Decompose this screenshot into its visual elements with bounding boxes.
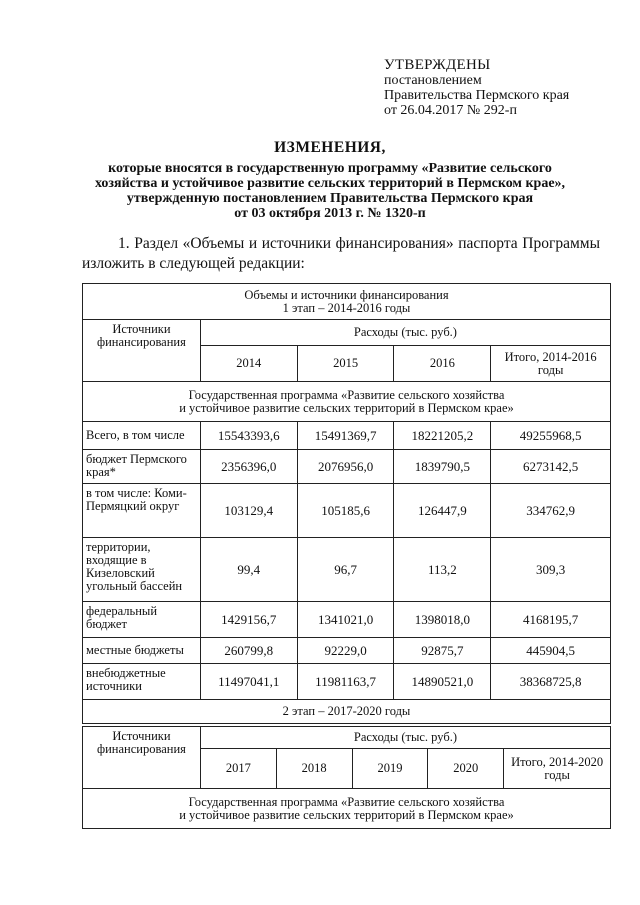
row-label: бюджет Пермского края* — [83, 450, 201, 484]
program-line: Государственная программа «Развитие сельского хозяйства — [188, 794, 505, 809]
row-label: федеральный бюджет — [83, 602, 201, 638]
cell-value: 14890521,0 — [394, 664, 491, 700]
cell-value: 260799,8 — [200, 638, 297, 664]
cell-value: 105185,6 — [297, 484, 394, 538]
table-row — [83, 422, 611, 450]
cell-value: 126447,9 — [394, 484, 491, 538]
cell-value: 113,2 — [394, 538, 491, 602]
caption-line: Объемы и источники финансирования — [244, 287, 449, 302]
cell-value: 99,4 — [200, 538, 297, 602]
program-line: Государственная программа «Развитие сельского хозяйства — [188, 387, 505, 402]
year-header: 2015 — [297, 346, 394, 382]
cell-value: 92229,0 — [297, 638, 394, 664]
cell-value: 15543393,6 — [200, 422, 297, 450]
financing-table — [82, 283, 611, 724]
title-main: ИЗМЕНЕНИЯ, — [274, 139, 386, 156]
sources-header: Источники финансирования — [83, 320, 201, 382]
year-header: 2019 — [352, 749, 428, 789]
title-line: хозяйства и устойчивое развитие сельских территорий в Пермском крае», — [94, 176, 566, 191]
year-header: 2016 — [394, 346, 491, 382]
paragraph-line: 1. Раздел «Объемы и источники финансирования» паспорта Программы — [118, 235, 600, 252]
approval-title: УТВЕРЖДЕНЫ — [384, 57, 491, 73]
approval-line: Правительства Пермского края — [384, 88, 570, 103]
total-header: Итого, 2014-2016 годы — [491, 346, 611, 382]
cell-value: 334762,9 — [491, 484, 611, 538]
cell-value: 11497041,1 — [200, 664, 297, 700]
approval-line: от 26.04.2017 № 292-п — [384, 103, 517, 118]
program-row — [83, 382, 611, 422]
cell-value: 38368725,8 — [491, 664, 611, 700]
cell-value: 96,7 — [297, 538, 394, 602]
row-label: внебюджетные источники — [83, 664, 201, 700]
document-title — [60, 140, 600, 221]
cell-value: 103129,4 — [200, 484, 297, 538]
cell-value: 92875,7 — [394, 638, 491, 664]
year-header: 2014 — [200, 346, 297, 382]
expenses-header: Расходы (тыс. руб.) — [200, 320, 610, 346]
row-label: в том числе: Коми-Пермяцкий округ — [83, 484, 201, 538]
cell-value: 2356396,0 — [200, 450, 297, 484]
table-row — [83, 484, 611, 538]
cell-value: 2076956,0 — [297, 450, 394, 484]
caption-line: 1 этап – 2014-2016 годы — [282, 300, 411, 315]
instruction-paragraph — [82, 234, 600, 274]
cell-value: 18221205,2 — [394, 422, 491, 450]
table-row — [83, 538, 611, 602]
cell-value: 309,3 — [491, 538, 611, 602]
row-label: местные бюджеты — [83, 638, 201, 664]
year-header: 2020 — [428, 749, 504, 789]
program-line: и устойчивое развитие сельских территорий в Пермском крае» — [179, 807, 514, 822]
table-row — [83, 602, 611, 638]
expenses-header: Расходы (тыс. руб.) — [200, 727, 610, 749]
row-label: Всего, в том числе — [83, 422, 201, 450]
title-line: утвержденную постановлением Правительства Пермского края — [126, 191, 534, 206]
cell-value: 1398018,0 — [394, 602, 491, 638]
program-row — [83, 789, 611, 829]
cell-value: 11981163,7 — [297, 664, 394, 700]
row-label: территории, входящие в Кизеловский угольный бассейн — [83, 538, 201, 602]
stage2-table — [82, 726, 611, 829]
total-header: Итого, 2014-2020 годы — [504, 749, 611, 789]
cell-value: 445904,5 — [491, 638, 611, 664]
year-header: 2017 — [200, 749, 276, 789]
approval-stamp — [384, 58, 569, 118]
program-line: и устойчивое развитие сельских территорий в Пермском крае» — [179, 400, 514, 415]
table-row — [83, 450, 611, 484]
cell-value: 4168195,7 — [491, 602, 611, 638]
table-row — [83, 664, 611, 700]
cell-value: 15491369,7 — [297, 422, 394, 450]
year-header: 2018 — [276, 749, 352, 789]
cell-value: 6273142,5 — [491, 450, 611, 484]
table-row — [83, 638, 611, 664]
stage2-caption: 2 этап – 2017-2020 годы — [83, 700, 611, 724]
sources-header: Источники финансирования — [83, 727, 201, 789]
title-line: от 03 октября 2013 г. № 1320-п — [234, 206, 426, 221]
cell-value: 49255968,5 — [491, 422, 611, 450]
cell-value: 1341021,0 — [297, 602, 394, 638]
approval-line: постановлением — [384, 73, 482, 88]
paragraph-line: изложить в следующей редакции: — [82, 255, 305, 272]
table-caption — [83, 284, 611, 320]
cell-value: 1839790,5 — [394, 450, 491, 484]
cell-value: 1429156,7 — [200, 602, 297, 638]
title-line: которые вносятся в государственную программу «Развитие сельского — [108, 161, 552, 176]
